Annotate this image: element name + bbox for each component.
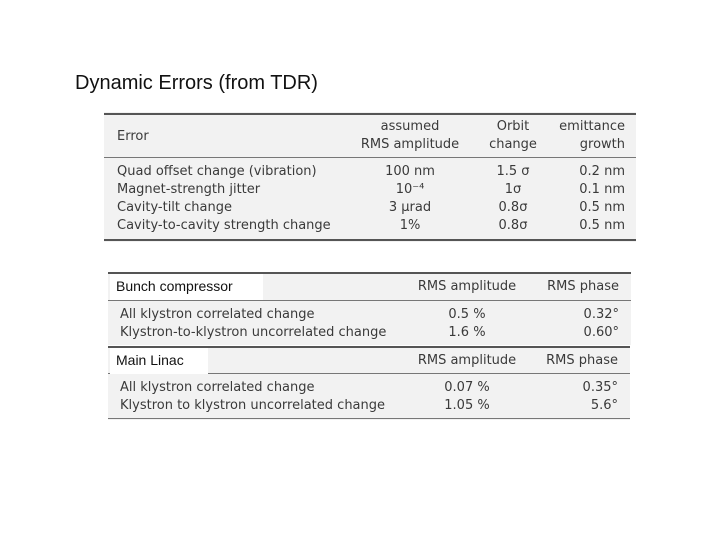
row-name: All klystron correlated change <box>120 380 315 395</box>
header-rule <box>108 300 631 301</box>
row-orbit: 0.8σ <box>498 218 528 233</box>
row-emittance: 0.2 nm <box>579 164 625 179</box>
errors-table <box>104 112 636 242</box>
row-error-name: Quad offset change (vibration) <box>117 164 317 179</box>
header-error: Error <box>117 129 149 144</box>
row-amplitude: 100 nm <box>385 164 435 179</box>
row-phase: 0.60° <box>583 325 619 340</box>
header-emittance-line1: emittance <box>559 119 625 134</box>
row-name: All klystron correlated change <box>120 307 315 322</box>
header-orbit-line1: Orbit <box>496 119 530 134</box>
row-orbit: 1.5 σ <box>496 164 530 179</box>
header-amplitude: RMS amplitude <box>417 279 517 294</box>
row-orbit: 1σ <box>504 182 522 197</box>
row-error-name: Magnet-strength jitter <box>117 182 261 197</box>
header-amplitude: RMS amplitude <box>417 353 517 368</box>
table-bottom-rule <box>104 239 636 241</box>
row-amplitude: 0.07 % <box>444 380 490 395</box>
table-bottom-rule <box>108 418 630 419</box>
header-phase: RMS phase <box>547 279 619 294</box>
row-phase: 0.35° <box>582 380 618 395</box>
row-orbit: 0.8σ <box>498 200 528 215</box>
row-emittance: 0.1 nm <box>579 182 625 197</box>
row-phase: 5.6° <box>590 398 618 413</box>
row-amplitude: 0.5 % <box>448 307 486 322</box>
header-rule <box>104 157 636 158</box>
row-error-name: Cavity-tilt change <box>117 200 232 215</box>
header-amplitude-line1: assumed <box>380 119 440 134</box>
header-phase: RMS phase <box>546 353 618 368</box>
row-amplitude: 1.6 % <box>448 325 486 340</box>
header-amplitude-line2: RMS amplitude <box>360 137 460 152</box>
header-orbit-line2: change <box>489 137 537 152</box>
main-linac-label: Main Linac <box>110 348 208 374</box>
row-name: Klystron to klystron uncorrelated change <box>120 398 386 413</box>
row-emittance: 0.5 nm <box>579 200 625 215</box>
row-error-name: Cavity-to-cavity strength change <box>117 218 331 233</box>
header-emittance-line2: growth <box>579 137 625 152</box>
row-amplitude: 1% <box>399 218 421 233</box>
bunch-compressor-label: Bunch compressor <box>110 274 263 300</box>
row-emittance: 0.5 nm <box>579 218 625 233</box>
table-top-rule <box>104 113 636 115</box>
row-name: Klystron-to-klystron uncorrelated change <box>120 325 387 340</box>
row-amplitude: 10⁻⁴ <box>395 182 425 197</box>
row-amplitude: 3 μrad <box>388 200 432 215</box>
slide-title: Dynamic Errors (from TDR) <box>75 72 318 94</box>
row-amplitude: 1.05 % <box>444 398 490 413</box>
row-phase: 0.32° <box>583 307 619 322</box>
